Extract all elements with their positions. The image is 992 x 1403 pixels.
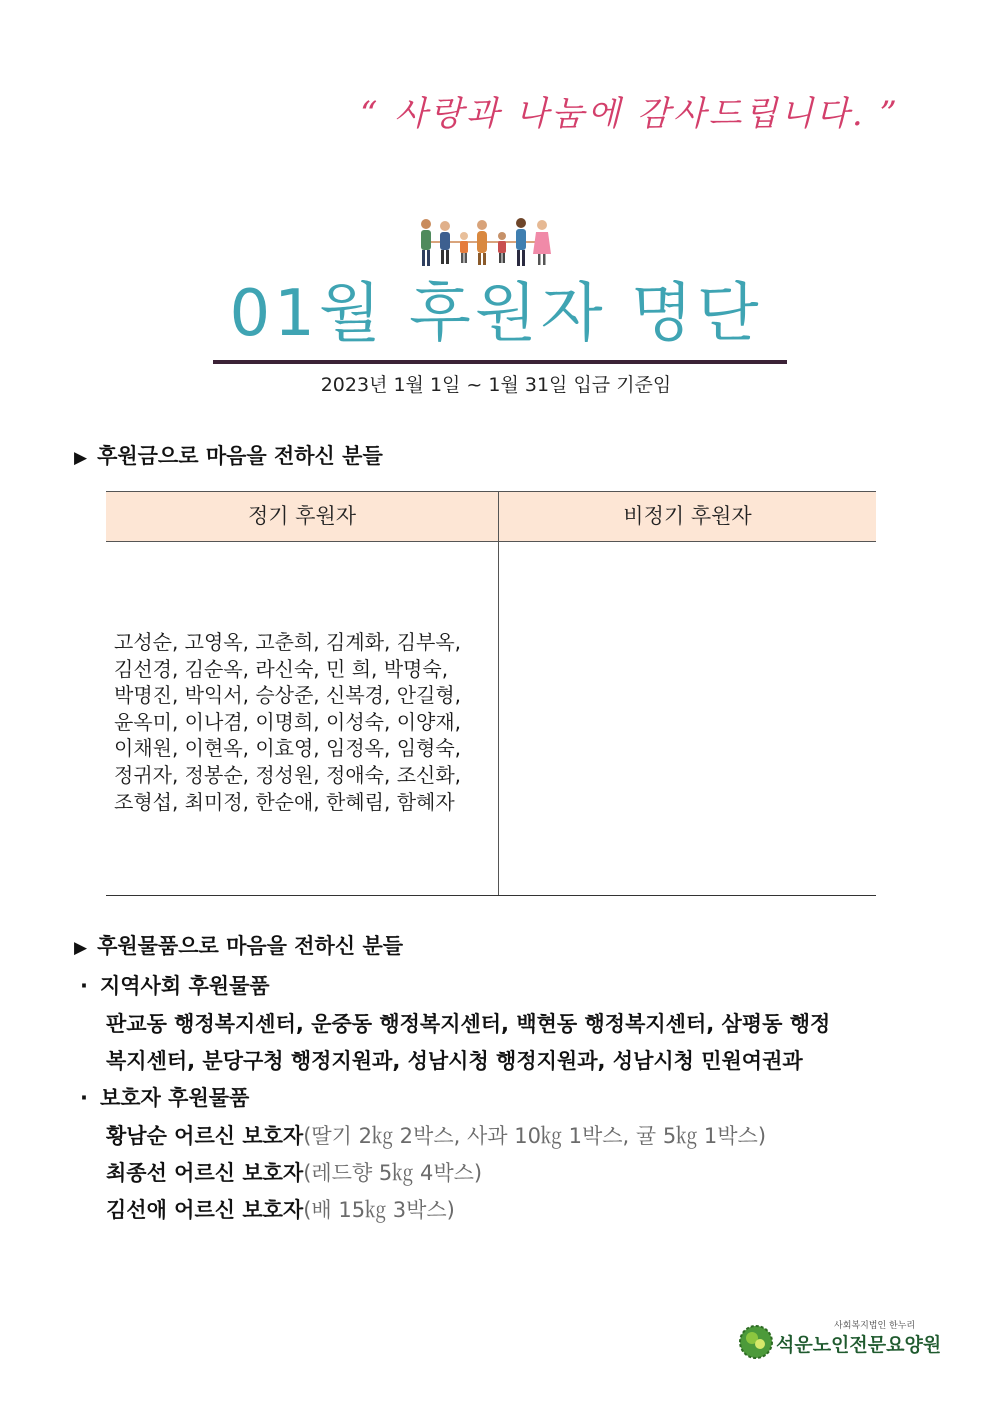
goods-section-heading-text: 후원물품으로 마음을 전하신 분들 <box>97 934 404 958</box>
donor-name-line: 김선경, 김순옥, 라신숙, 민 희, 박명숙, <box>114 656 449 681</box>
donor-name-line: 고성순, 고영옥, 고춘희, 김계화, 김부옥, <box>114 630 462 654</box>
table-header-row <box>106 492 876 542</box>
guardian-goods-heading <box>80 1082 249 1112</box>
page-title: 01월 후원자 명단 <box>229 277 763 351</box>
money-section-heading <box>74 440 383 470</box>
organization-logo <box>738 1318 942 1360</box>
community-donor-line: 복지센터, 분당구청 행정지원과, 성남시청 행정지원과, 성남시청 민원여권과 <box>106 1049 803 1073</box>
header-irregular-donors: 비정기 후원자 <box>623 504 752 528</box>
guardian-donor: 최종선 어르신 보호자 <box>106 1161 304 1185</box>
donor-table <box>106 491 876 896</box>
goods-section-heading <box>74 930 403 960</box>
column-divider <box>498 492 499 895</box>
donor-name-line: 조형섭, 최미정, 한순애, 한혜림, 함혜자 <box>114 789 455 814</box>
community-goods-heading-text: 지역사회 후원물품 <box>99 974 270 998</box>
donation-detail: (딸기 2㎏ 2박스, 사과 10㎏ 1박스, 귤 5㎏ 1박스) <box>303 1124 767 1148</box>
money-section-heading-text: 후원금으로 마음을 전하신 분들 <box>97 444 383 468</box>
header-regular-donors: 정기 후원자 <box>247 504 357 528</box>
guardian-donation-item <box>106 1120 766 1150</box>
bullet-dot: · <box>80 1086 88 1110</box>
community-donor-line: 판교동 행정복지센터, 운중동 행정복지센터, 백현동 행정복지센터, 삼평동 행정 <box>106 1012 831 1036</box>
donor-name-line: 박명진, 박익서, 승상준, 신복경, 안길형, <box>114 683 462 708</box>
org-logo-icon <box>738 1324 774 1360</box>
deposit-period: 2023년 1월 1일 ~ 1월 31일 입금 기준임 <box>320 374 672 396</box>
guardian-donor: 김선애 어르신 보호자 <box>106 1198 304 1222</box>
donation-detail: (레드향 5㎏ 4박스) <box>303 1161 483 1185</box>
people-holding-hands-icon <box>418 216 554 268</box>
guardian-goods-heading-text: 보호자 후원물품 <box>99 1086 250 1110</box>
donor-name-line: 윤옥미, 이나겸, 이명희, 이성숙, 이양재, <box>114 709 462 734</box>
guardian-donation-item <box>106 1157 482 1187</box>
thanks-quote: “ 사랑과 나눔에 감사드립니다. ” <box>360 94 900 134</box>
donor-name-line: 정귀자, 정봉순, 정성원, 정애숙, 조신화, <box>114 762 462 787</box>
triangle-right-icon: ▶ <box>74 448 88 468</box>
title-underline <box>213 360 787 364</box>
bullet-dot: · <box>80 974 88 998</box>
guardian-donation-item <box>106 1194 455 1224</box>
donor-name-line: 이채원, 이현옥, 이효영, 임정옥, 임형숙, <box>114 736 462 761</box>
regular-donor-names <box>114 629 494 815</box>
donation-detail: (배 15㎏ 3박스) <box>303 1198 455 1222</box>
community-goods-heading <box>80 970 270 1000</box>
org-subtitle: 사회복지법인 한누리 <box>834 1321 916 1331</box>
triangle-right-icon: ▶ <box>74 938 88 958</box>
org-name: 석운노인전문요양원 <box>776 1334 942 1356</box>
guardian-donor: 황남순 어르신 보호자 <box>106 1124 304 1148</box>
